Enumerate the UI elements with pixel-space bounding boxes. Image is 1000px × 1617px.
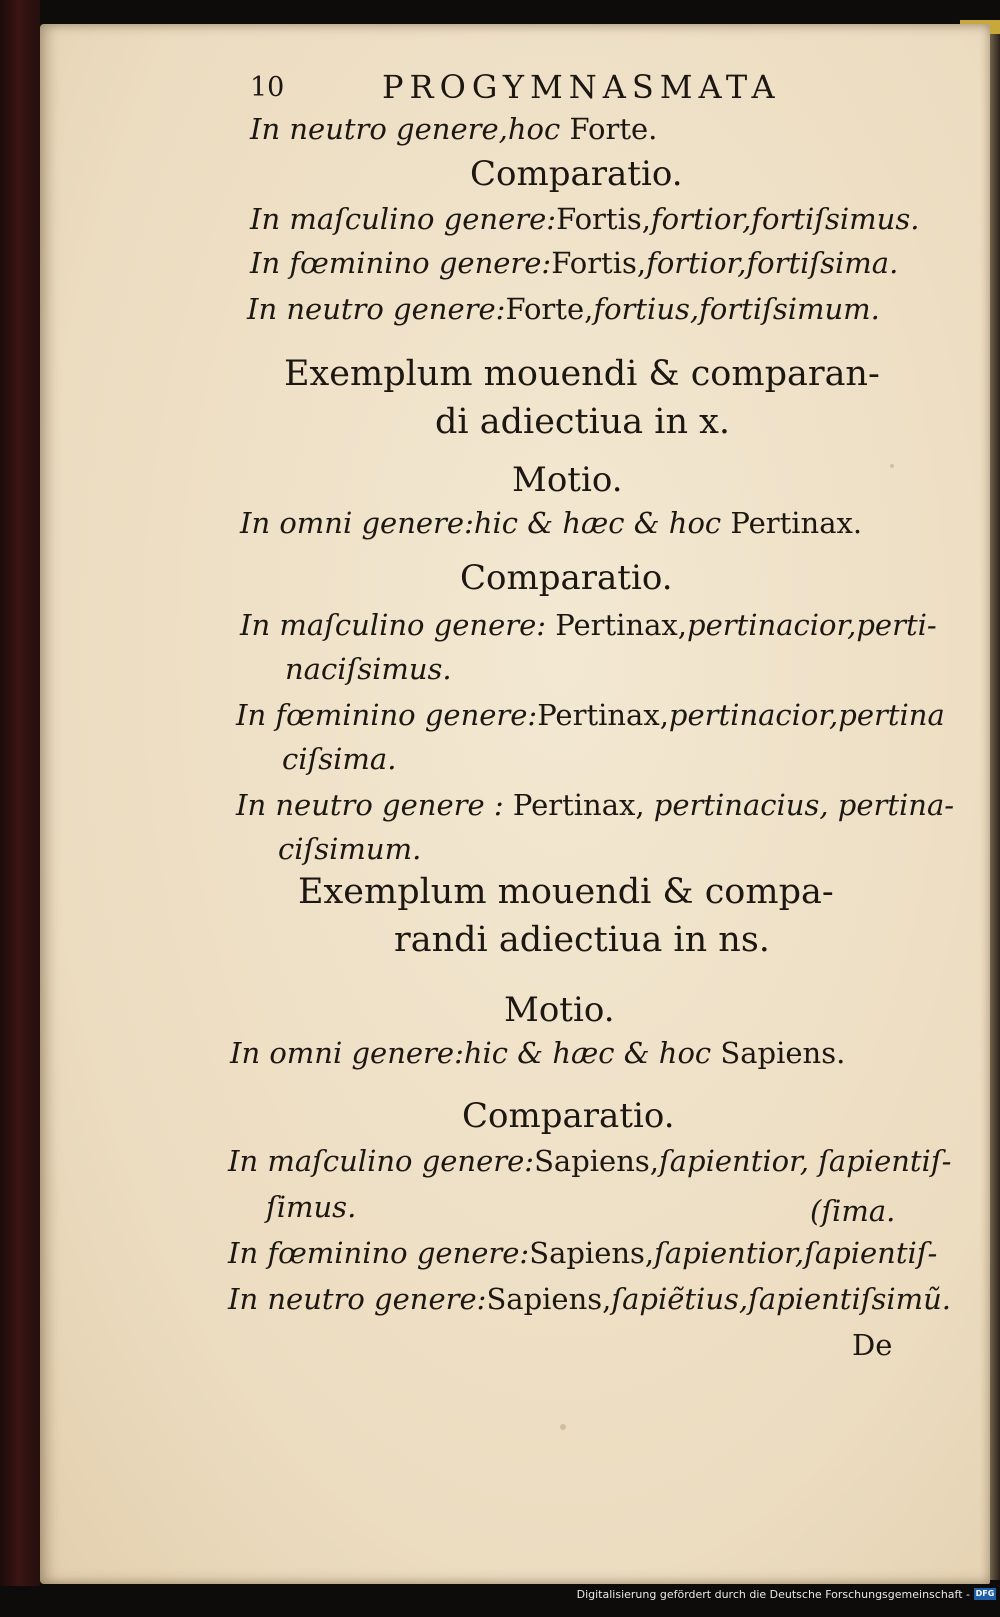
text-run: Sapiens, (534, 1144, 659, 1178)
text-run: In omni genere:hic (230, 1036, 518, 1070)
text-run: ſapientior, ſapientiſ- (659, 1144, 952, 1178)
section-heading: Motio. (504, 990, 615, 1030)
text-run: ſapientior,ſapientiſ- (654, 1236, 938, 1270)
text-run: hoc (668, 506, 731, 540)
text-run: & (623, 1036, 659, 1070)
text-line (250, 202, 919, 236)
text-line (236, 788, 954, 822)
text-run: Sapiens, (486, 1282, 612, 1316)
text-run: In maſculino genere: (228, 1144, 535, 1178)
footer-bar (0, 1586, 1000, 1617)
text-run: pertinacior,pertina (668, 698, 945, 732)
text-run: & (633, 506, 669, 540)
text-run: In fœminino genere: (228, 1236, 530, 1270)
section-heading: Comparatio. (470, 154, 683, 194)
section-heading: Exemplum mouendi & comparan- (284, 354, 880, 394)
text-run: Fortis, (551, 246, 647, 280)
section-heading: Comparatio. (460, 558, 673, 598)
text-run: In maſculino genere: (250, 202, 557, 236)
text-line (228, 1144, 951, 1178)
section-heading: Comparatio. (462, 1096, 675, 1136)
text-line (247, 292, 880, 326)
dfg-logo: DFG (975, 1589, 995, 1598)
text-run: hæc (562, 506, 634, 540)
section-heading: Motio. (512, 460, 623, 500)
text-run: Pertinax, (555, 608, 687, 642)
text-run: Forte, (505, 292, 594, 326)
text-run: pertinacior,perti- (687, 608, 937, 642)
text-run: Sapiens. (720, 1036, 846, 1070)
paper-stain (890, 464, 894, 468)
section-heading: Exemplum mouendi & compa- (298, 872, 834, 912)
page-number: 10 (250, 72, 285, 103)
section-heading: randi adiectiua in ns. (394, 920, 770, 960)
section-heading: di adiectiua in x. (435, 402, 731, 442)
book-binding (0, 0, 40, 1600)
funding-credit: Digitalisierung gefördert durch die Deutsche Forschungsgemeinschaft - (576, 1588, 970, 1601)
text-run: & (517, 1036, 553, 1070)
text-run: fortior,fortiſsimus. (650, 202, 920, 236)
text-run: ſapiẽtius,ſapientiſsimũ. (611, 1282, 952, 1316)
text-run: In maſculino genere: (240, 608, 556, 642)
text-run: In fœminino genere: (236, 698, 538, 732)
text-run: In neutro genere: (247, 292, 506, 326)
text-line (228, 1282, 951, 1316)
text-run: Pertinax, (537, 698, 669, 732)
text-run: & (527, 506, 563, 540)
text-run: fortius,fortiſsimum. (593, 292, 880, 326)
paper-stain (560, 1424, 566, 1430)
text-line: ſimus. (266, 1190, 357, 1224)
text-line (236, 698, 945, 732)
text-run: hoc (658, 1036, 721, 1070)
text-line: ciſsima. (282, 742, 397, 776)
text-run: In omni genere:hic (240, 506, 528, 540)
text-run: fortior,fortiſsima. (646, 246, 899, 280)
text-run: Sapiens, (529, 1236, 655, 1270)
text-run: In neutro genere,hoc (250, 112, 570, 146)
text-run: In fœminino genere: (250, 246, 552, 280)
text-line (228, 1236, 937, 1270)
text-line (230, 1036, 845, 1070)
text-run: pertinacius, pertina- (653, 788, 955, 822)
text-line: (ſima. (810, 1194, 896, 1228)
text-line: naciſsimus. (285, 652, 452, 686)
text-run: In neutro genere : (236, 788, 513, 822)
text-run: Forte. (569, 112, 658, 146)
text-run: Pertinax. (730, 506, 863, 540)
text-line (240, 608, 937, 642)
text-run: hæc (552, 1036, 624, 1070)
text-line (250, 112, 657, 146)
text-run: Fortis, (556, 202, 651, 236)
text-run: Pertinax, (512, 788, 654, 822)
running-title: PROGYMNASMATA (382, 68, 781, 106)
catchword: De (852, 1328, 893, 1362)
text-line: ciſsimum. (278, 832, 422, 866)
book-page (40, 24, 990, 1584)
text-run: In neutro genere: (228, 1282, 487, 1316)
text-line (250, 246, 898, 280)
text-line (240, 506, 862, 540)
